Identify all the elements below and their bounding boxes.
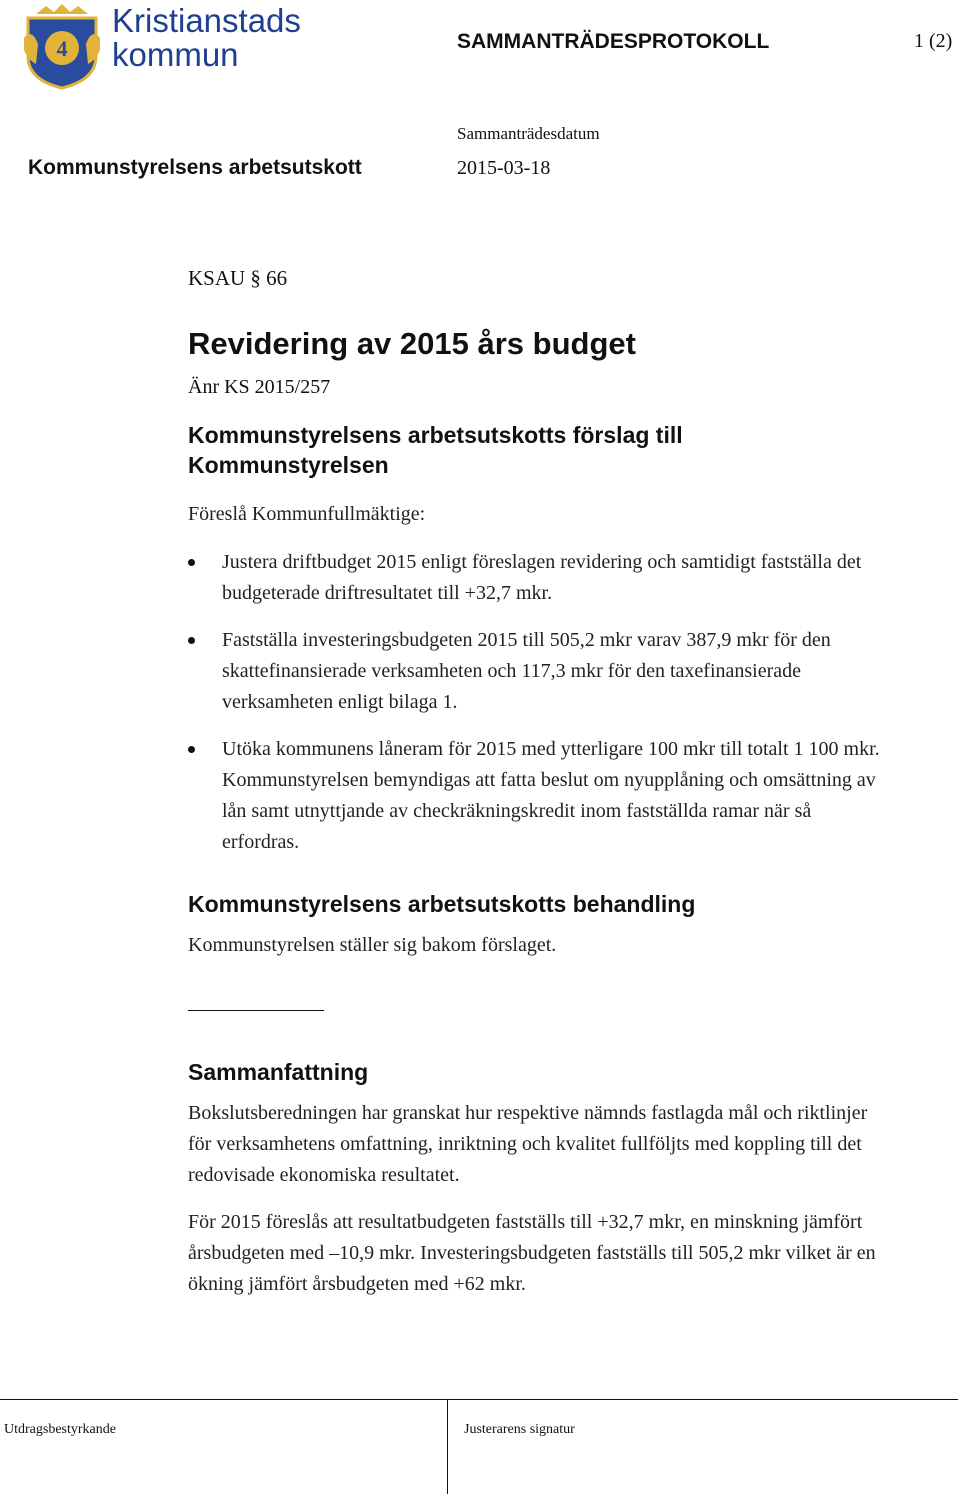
list-item-text: Justera driftbudget 2015 enligt föreslagen revidering och samtidigt fastställa det budgeterade driftresultatet till +32,7 mkr. bbox=[222, 551, 862, 604]
summary-paragraph-1: Bokslutsberedningen har granskat hur respektive nämnds fastlagda mål och riktlinjer för verksamhetens omfattning, inriktning och kvalitet fullföljts med koppling till det redovisade ekonomiska resultatet. bbox=[188, 1102, 868, 1186]
treatment-heading: Kommunstyrelsens arbetsutskotts behandling bbox=[188, 891, 696, 917]
summary-heading: Sammanfattning bbox=[188, 1059, 369, 1085]
meeting-date: 2015-03-18 bbox=[457, 157, 551, 179]
divider bbox=[188, 1010, 324, 1011]
proposal-heading bbox=[188, 420, 888, 480]
coat-of-arms-icon bbox=[22, 4, 102, 90]
logo-wordmark bbox=[112, 4, 301, 72]
bullet-icon bbox=[188, 746, 195, 753]
proposal-list bbox=[188, 547, 888, 858]
list-item-text: Fastställa investeringsbudgeten 2015 till 505,2 mkr varav 387,9 mkr för den skattefinansierade verksamheten och 117,3 mkr för den taxefinansierade verksamheten enligt bilaga 1. bbox=[222, 629, 831, 713]
logo-line-1: Kristianstads bbox=[112, 2, 301, 39]
logo-line-2: kommun bbox=[112, 36, 239, 73]
bullet-icon bbox=[188, 559, 195, 566]
list-item bbox=[188, 625, 888, 718]
section-title: Revidering av 2015 års budget bbox=[188, 326, 636, 361]
page-number: 1 (2) bbox=[914, 30, 953, 52]
proposal-heading-line-1: Kommunstyrelsens arbetsutskotts förslag till bbox=[188, 422, 683, 448]
proposal-intro: Föreslå Kommunfullmäktige: bbox=[188, 503, 426, 525]
meeting-date-label: Sammanträdesdatum bbox=[457, 124, 600, 143]
footer-divider bbox=[0, 1399, 958, 1400]
document-title: SAMMANTRÄDESPROTOKOLL bbox=[457, 30, 770, 53]
bullet-icon bbox=[188, 637, 195, 644]
case-number: Änr KS 2015/257 bbox=[188, 376, 331, 398]
section-number: KSAU § 66 bbox=[188, 266, 288, 290]
signature-label: Justerarens signatur bbox=[464, 1422, 575, 1437]
list-item bbox=[188, 547, 888, 609]
list-item-text: Utöka kommunens låneram för 2015 med ytterligare 100 mkr till totalt 1 100 mkr. Kommunstyrelsen bemyndigas att fatta beslut om nyupplåning och omsättning av lån samt utnyttjande av checkräkningskredit inom fastställda ramar när så erfordras. bbox=[222, 738, 880, 853]
treatment-text: Kommunstyrelsen ställer sig bakom förslaget. bbox=[188, 934, 557, 956]
proposal-heading-line-2: Kommunstyrelsen bbox=[188, 452, 389, 478]
footer-separator bbox=[447, 1399, 448, 1494]
list-item bbox=[188, 734, 888, 858]
summary-paragraph-2: För 2015 föreslås att resultatbudgeten fastställs till +32,7 mkr, en minskning jämfört årsbudgeten med –10,9 mkr. Investeringsbudgeten fastställs till 505,2 mkr vilket är en ökning jämfört årsbudgeten med +62 mkr. bbox=[188, 1211, 876, 1295]
committee-name: Kommunstyrelsens arbetsutskott bbox=[28, 156, 362, 179]
svg-text:4: 4 bbox=[56, 36, 68, 61]
certification-label: Utdragsbestyrkande bbox=[4, 1422, 116, 1437]
